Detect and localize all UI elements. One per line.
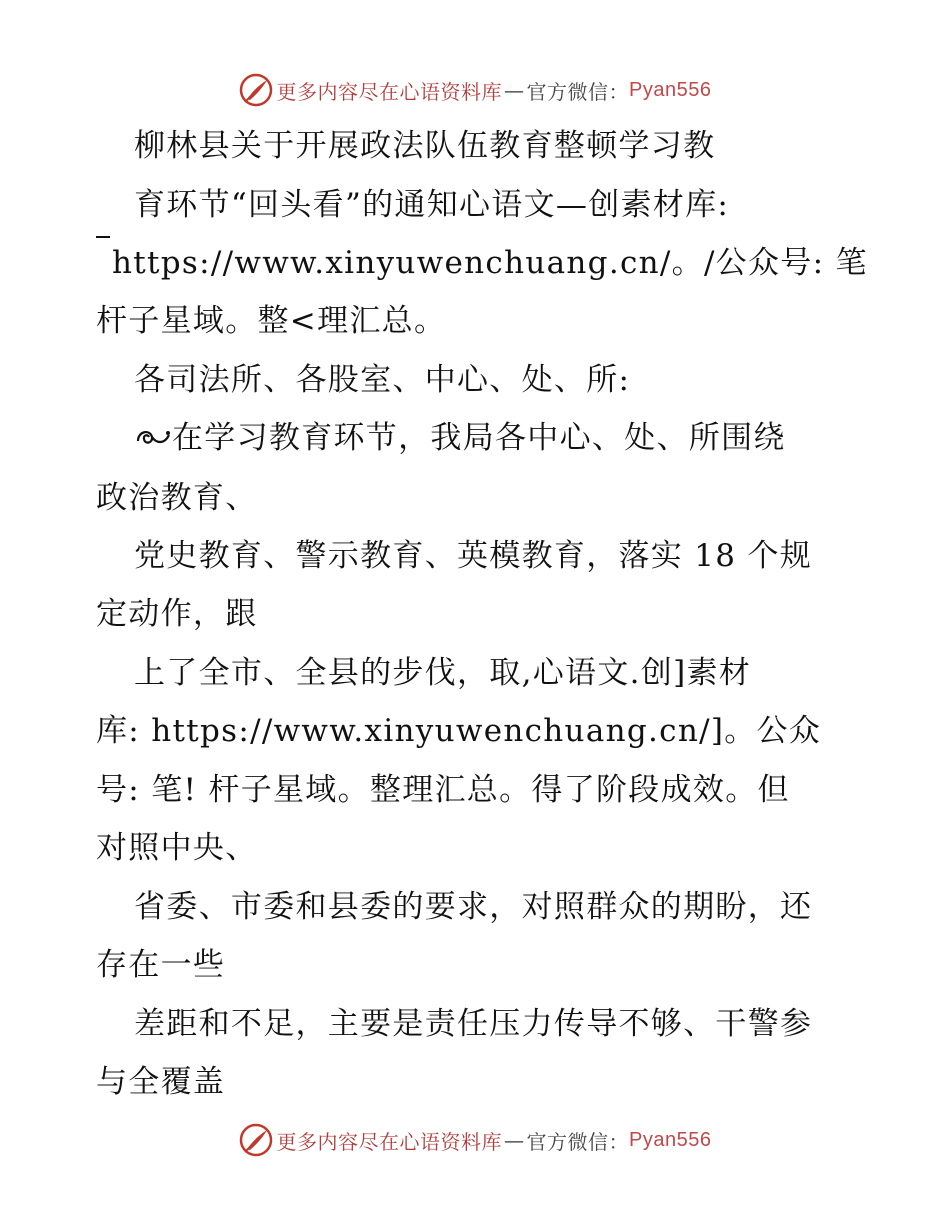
- body-line-url-1: https://www.xinyuwenchuang.cn/。/公众号: 笔: [112, 245, 868, 281]
- paragraph-line-7: 号: 笔! 杆子星域。整理汇总。得了阶段成效。但: [96, 772, 790, 808]
- paragraph-line-5: 上了全市、全县的步伐，取,心语文.创]素材: [134, 655, 752, 691]
- banner-dash: —: [504, 78, 525, 102]
- title-line-1: 柳林县关于开展政法队伍教育整顿学习教: [134, 128, 716, 164]
- paragraph-line-4: 定动作，跟: [96, 596, 258, 632]
- footer-banner-wechat-id: Pyan556: [629, 1128, 712, 1151]
- paragraph-line-2: 政治教育、: [96, 480, 258, 516]
- banner-wechat-id: Pyan556: [629, 78, 712, 101]
- footer-banner-official-label: 官方微信：: [526, 1129, 630, 1154]
- feather-pen-logo-icon: [239, 1123, 273, 1157]
- paragraph-line-11: 差距和不足，主要是责任压力传导不够、干警参: [134, 1006, 813, 1042]
- banner-title: 更多内容尽在心语资料库: [276, 79, 503, 104]
- paragraph-line-12: 与全覆盖: [96, 1064, 226, 1100]
- paragraph-line-10: 存在一些: [96, 947, 226, 983]
- salutation-line: 各司法所、各股室、中心、处、所:: [134, 362, 631, 398]
- footer-banner-dash: —: [504, 1128, 525, 1152]
- footer-banner: [0, 1120, 950, 1160]
- header-banner: [0, 70, 950, 110]
- title-line-2: 育环节“回头看”的通知心语文—创素材库:: [134, 187, 730, 223]
- margin-tick-mark: [96, 236, 110, 238]
- swirl-ornament-icon: [134, 423, 172, 451]
- paragraph-line-6-url: 库: https://www.xinyuwenchuang.cn/]。公众: [96, 713, 822, 749]
- paragraph-line-9: 省委、市委和县委的要求，对照群众的期盼，还: [134, 889, 813, 925]
- feather-pen-logo-icon: [239, 73, 273, 107]
- paragraph-line-3: 党史教育、警示教育、英模教育，落实 18 个规: [134, 538, 813, 574]
- banner-official-label: 官方微信：: [526, 79, 630, 104]
- body-line-4: 杆子星域。整<理汇总。: [96, 303, 447, 339]
- paragraph-line-1-text: 在学习教育环节，我局各中心、处、所围绕: [172, 420, 786, 456]
- paragraph-line-1: [134, 420, 894, 456]
- paragraph-line-8: 对照中央、: [96, 830, 258, 866]
- footer-banner-title: 更多内容尽在心语资料库: [276, 1129, 503, 1154]
